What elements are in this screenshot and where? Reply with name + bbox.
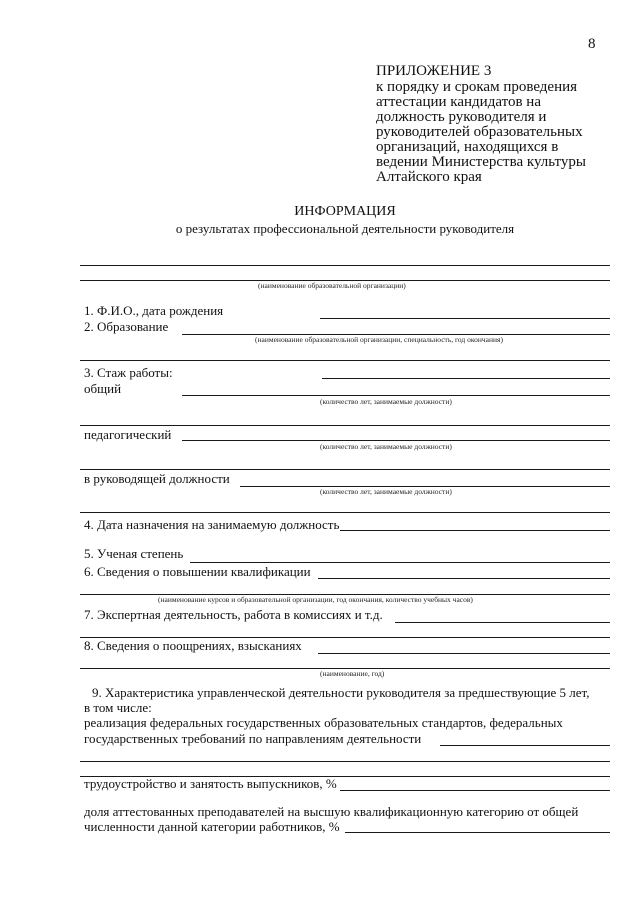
expert-label: 7. Экспертная деятельность, работа в комиссиях и т.д. [84,607,383,622]
qualification-label: 6. Сведения о повышении квалификации [84,564,311,579]
degree-fill-line [190,562,610,563]
fill-line [80,469,610,470]
experience-teaching-fill-line [182,440,610,441]
experience-management-caption: (количество лет, занимаемые должности) [320,487,452,496]
fio-label: 1. Ф.И.О., дата рождения [84,303,224,318]
experience-label: 3. Стаж работы: [84,365,173,380]
qualification-caption: (наименование курсов и образовательной организации, год окончания, количество учебных часов) [158,595,473,604]
certified-label-cont: численности данной категории работников, % [84,819,340,834]
experience-total-label: общий [84,381,122,396]
education-label: 2. Образование [84,319,169,334]
appendix-line: к порядку и срокам проведения [376,79,578,95]
document-title: ИНФОРМАЦИЯ [294,204,396,219]
document-subtitle: о результатах профессиональной деятельности руководителя [175,221,515,236]
appendix-line: ведении Министерства культуры [376,154,586,170]
section9-intro-cont: в том числе: [84,700,152,715]
organization-caption: (наименование образовательной организации) [258,281,406,290]
fill-line [80,265,610,266]
appendix-line: Алтайского края [376,169,482,185]
experience-teaching-label: педагогический [84,427,172,442]
appendix-line: должность руководителя и [376,109,547,125]
appendix-line: аттестации кандидатов на [376,94,541,110]
awards-fill-line [318,653,610,654]
section9-intro: 9. Характеристика управленческой деятельности руководителя за предшествующие 5 лет, [92,685,590,700]
standards-label-cont: государственных требований по направлениям деятельности [84,731,422,746]
experience-total-caption: (количество лет, занимаемые должности) [320,397,452,406]
appendix-title: ПРИЛОЖЕНИЕ 3 [376,63,492,79]
fio-fill-line [320,318,610,319]
degree-label: 5. Ученая степень [84,546,184,561]
employment-label: трудоустройство и занятость выпускников, % [84,776,337,791]
experience-total-fill-line [182,395,610,396]
appointment-date-label: 4. Дата назначения на занимаемую должность [84,517,340,532]
standards-fill-line [440,745,610,746]
certified-label: доля аттестованных преподавателей на высшую квалификационную категорию от общей [84,804,579,819]
appendix-line: руководителей образовательных [376,124,583,140]
awards-label: 8. Сведения о поощрениях, взысканиях [84,638,302,653]
education-caption: (наименование образовательной организации, специальность, год окончания) [255,335,503,344]
fill-line [80,360,610,361]
appendix-line: организаций, находящихся в [376,139,559,155]
fill-line [322,378,610,379]
experience-teaching-caption: (количество лет, занимаемые должности) [320,442,452,451]
expert-fill-line [395,622,610,623]
awards-caption: (наименование, год) [320,669,385,678]
standards-label: реализация федеральных государственных образовательных стандартов, федеральных [84,715,563,730]
appointment-date-fill-line [340,530,610,531]
experience-management-label: в руководящей должности [84,471,230,486]
page-number: 8 [588,36,596,52]
fill-line [80,512,610,513]
fill-line [80,425,610,426]
employment-fill-line [340,790,610,791]
fill-line [80,761,610,762]
certified-fill-line [345,832,610,833]
qualification-fill-line [318,578,610,579]
